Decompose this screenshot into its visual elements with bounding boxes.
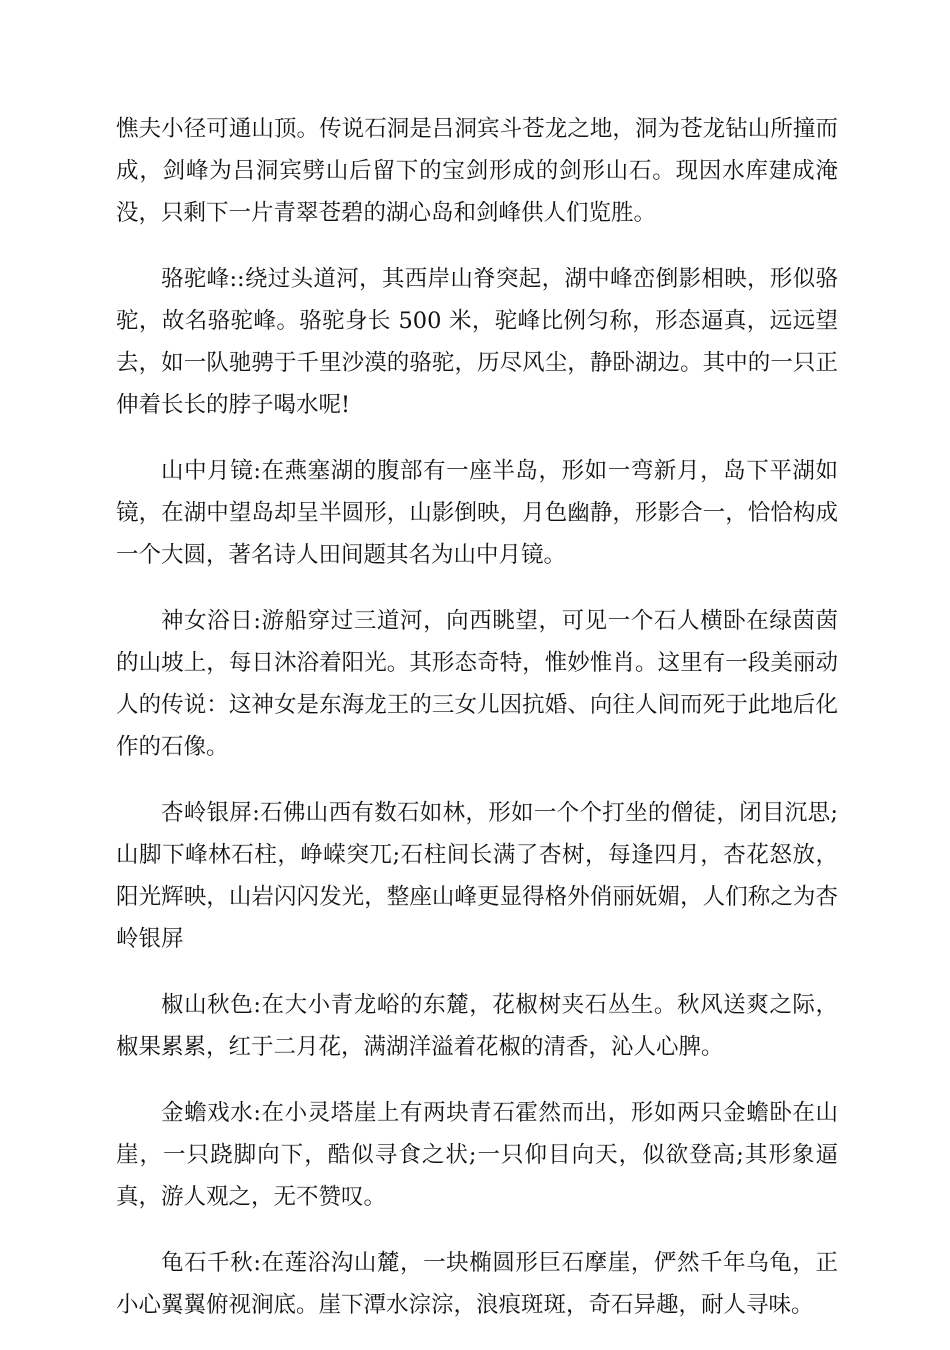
- paragraph-jianfeng-continued: 憔夫小径可通山顶。传说石洞是吕洞宾斗苍龙之地，洞为苍龙钻山所撞而成，剑峰为吕洞宾劈山后留下的宝剑形成的剑形山石。现因水库建成淹没，只剩下一片青翠苍碧的湖心岛和剑峰供人们览胜。: [116, 116, 838, 226]
- paragraph-jinchan-xishui: 金蟾戏水:在小灵塔崖上有两块青石霍然而出，形如两只金蟾卧在山崖，一只跷脚向下，酷似寻食之状;一只仰目向天，似欲登高;其形象逼真，游人观之，无不赞叹。: [116, 1100, 838, 1210]
- document-body: [116, 108, 838, 1350]
- paragraph-xingling-yinping: 杏岭银屏:石佛山西有数石如林，形如一个个打坐的僧徒，闭目沉思;山脚下峰林石柱，峥嵘突兀;石柱间长满了杏树，每逢四月，杏花怒放，阳光辉映，山岩闪闪发光，整座山峰更显得格外俏丽妩媚，人们称之为杏岭银屏: [116, 800, 838, 952]
- paragraph-shanzhong-yuejing: 山中月镜:在燕塞湖的腹部有一座半岛，形如一弯新月，岛下平湖如镜，在湖中望岛却呈半圆形，山影倒映，月色幽静，形影合一，恰恰构成一个大圆，著名诗人田间题其名为山中月镜。: [116, 458, 838, 568]
- paragraph-guishi-qianqiu: 龟石千秋:在莲浴沟山麓，一块椭圆形巨石摩崖，俨然千年乌龟，正小心翼翼俯视涧底。崖下潭水淙淙，浪痕斑斑，奇石异趣，耐人寻味。: [116, 1250, 838, 1318]
- paragraph-luotuo-feng: 骆驼峰::绕过头道河，其西岸山脊突起，湖中峰峦倒影相映，形似骆驼，故名骆驼峰。骆驼身长 500 米，驼峰比例匀称，形态逼真，远远望去，如一队驰骋于千里沙漠的骆驼，历尽风尘，静卧湖边。其中的一只正伸着长长的脖子喝水呢!: [116, 266, 838, 418]
- paragraph-shennu-yuri: 神女浴日:游船穿过三道河，向西眺望，可见一个石人横卧在绿茵茵的山坡上，每日沐浴着阳光。其形态奇特，惟妙惟肖。这里有一段美丽动人的传说：这神女是东海龙王的三女儿因抗婚、向往人间而死于此地后化作的石像。: [116, 608, 838, 760]
- paragraph-jiaoshan-qiuse: 椒山秋色:在大小青龙峪的东麓，花椒树夹石丛生。秋风送爽之际，椒果累累，红于二月花，满湖洋溢着花椒的清香，沁人心脾。: [116, 992, 838, 1060]
